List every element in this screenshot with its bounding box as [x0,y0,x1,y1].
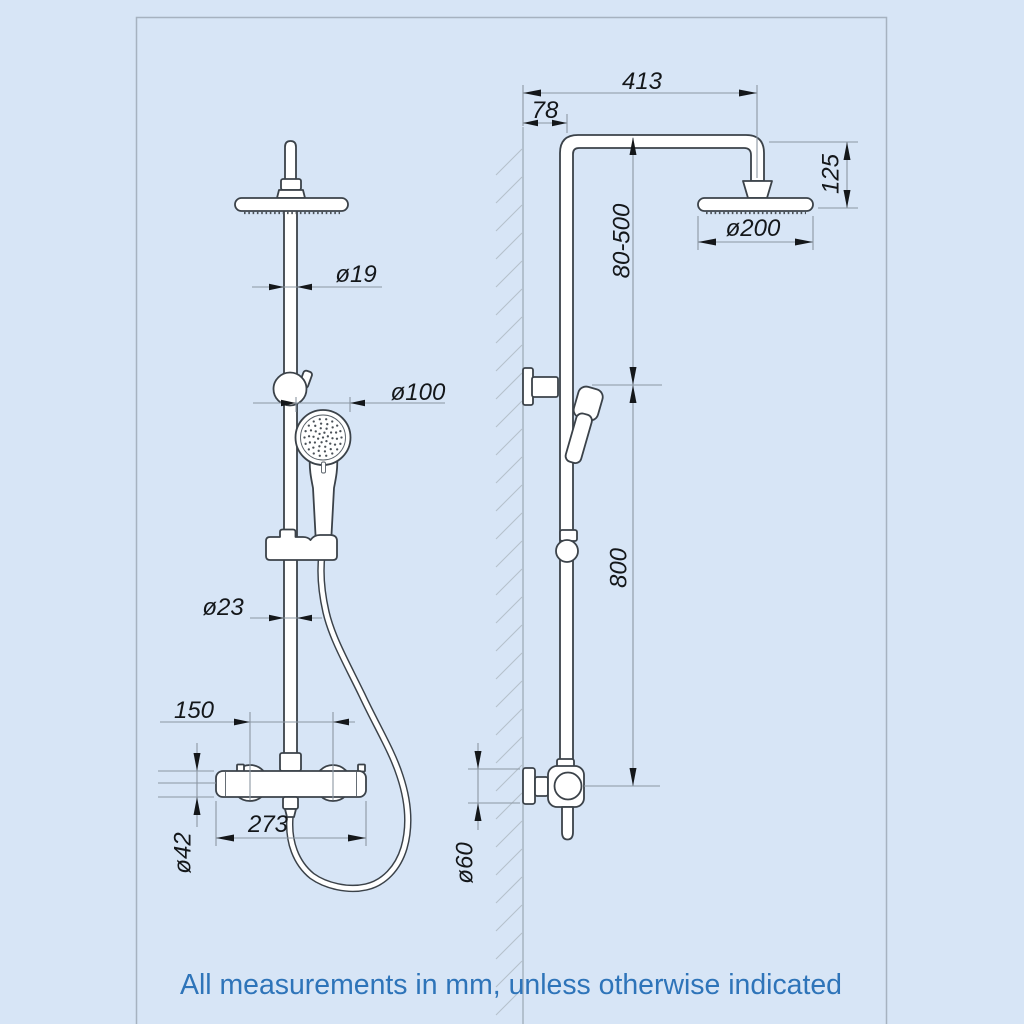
handset-nozzle-dot [340,436,342,438]
bracket-arm [532,377,558,397]
head-disc-side [698,198,813,211]
valve-wall-connector [535,777,548,796]
hatch-line [496,849,522,875]
dim-label-125: 125 [817,153,845,195]
handset-nozzle-dot [309,441,311,443]
dim-label-80-500: 80-500 [608,203,636,279]
hatch-line [496,541,522,567]
dim-riser-diameter [252,261,382,290]
valve-outlet [283,797,298,809]
handset-nozzle-dot [339,430,341,432]
dim-label-dia60: ø60 [451,842,479,884]
hatch-line [496,597,522,623]
handset-nozzle-dot [326,423,328,425]
handset-nozzle-dot [325,440,327,442]
wall-section [496,127,523,1024]
hatch-line [496,289,522,315]
handset-nozzle-dot [308,448,310,450]
handset-nozzle-dot [322,436,324,438]
hatch-line [496,373,522,399]
hatch-line [496,233,522,259]
handset-nozzle-dot [314,441,316,443]
handset-nozzle-dot [331,452,333,454]
handset-nozzle-dot [308,424,310,426]
handset-nozzle-dot [325,428,327,430]
handset-nozzle-dot [327,435,329,437]
hatch-line [496,821,522,847]
dim-rail-diameter [202,594,322,621]
hatch-line [496,905,522,931]
valve-body-bar [216,771,366,797]
handset-nozzle-dot [320,422,322,424]
hatch-line [496,429,522,455]
drawing-frame [137,18,887,1024]
rain-head-front [235,141,348,213]
handset-nozzle-dot [331,420,333,422]
handset-nozzle-dot [312,436,314,438]
dim-head-height-adjust [592,137,662,385]
handset-nozzle-dot [324,446,326,448]
handset-nozzle-dot [317,438,319,440]
handset-nozzle-dot [330,448,332,450]
handset-nozzle-dot [325,418,327,420]
hatch-line [496,681,522,707]
handset-nozzle-dot [318,445,320,447]
hatch-line [496,401,522,427]
handset-nozzle-dot [319,455,321,457]
handset-nozzle-dot [313,452,315,454]
handset-nozzle-dot [335,431,337,433]
handset-nozzle-dot [318,433,320,435]
front-elevation [216,141,408,888]
riser-rail-front [284,205,297,756]
head-cone [277,190,305,198]
handset-nozzle-dot [313,420,315,422]
handset-nozzle-dot [336,438,338,440]
head-collar [281,179,301,190]
dim-wall-plate-diameter [452,743,521,884]
handset-nozzle-dot [334,444,336,446]
slider-knob-side [556,540,578,562]
dim-valve-body-diameter [158,743,216,874]
dim-label-dia42: ø42 [169,832,197,874]
handset-nozzle-dot [312,446,314,448]
hatch-line [496,709,522,735]
hatch-line [496,877,522,903]
measurement-note: All measurements in mm, unless otherwise indicated [180,969,842,1001]
handset-nozzle-dot [325,455,327,457]
hatch-line [496,345,522,371]
dim-label-273: 273 [247,811,289,838]
hatch-line [496,737,522,763]
dim-label-dia23: ø23 [202,594,244,621]
valve-outlet-stub-side [562,807,573,840]
bracket-disc [274,373,307,406]
handset-nozzle-dot [331,426,333,428]
handset-nozzle-dot [324,450,326,452]
handset-nozzle-dot [320,441,322,443]
hatch-line [496,205,522,231]
handset-nozzle-dot [320,427,322,429]
dim-label-78: 78 [531,97,559,124]
handset-nozzle-dot [303,436,305,438]
handset-nozzle-dot [336,424,338,426]
valve-wall-plate [523,768,535,804]
handset-nozzle-dot [331,437,333,439]
dim-label-dia100: ø100 [390,379,446,406]
handset-nozzle-dot [336,448,338,450]
handset-nozzle-dot [329,442,331,444]
handset-nozzle-dot [330,431,332,433]
dim-label-dia200: ø200 [725,215,781,242]
head-stem [285,141,296,181]
hatch-line [496,933,522,959]
wall-bracket-side [523,368,558,405]
handset-button [322,462,326,473]
hatch-line [496,261,522,287]
hatch-line [496,485,522,511]
hatch-line [496,149,522,175]
slider-clamp-side [556,530,578,562]
handset-nozzle-dot [318,450,320,452]
wall-bracket-diverter [274,370,313,406]
valve-knob-side [555,773,582,800]
head-disc-front [235,198,348,211]
handset-front [296,410,351,554]
dim-label-dia19: ø19 [335,261,377,288]
dim-label-800: 800 [605,547,633,589]
handset-nozzle-dot [308,435,310,437]
handset-nozzle-dot [310,429,312,431]
handset-nozzle-dot [319,418,321,420]
handset-nozzle-dot [304,430,306,432]
hatch-line [496,317,522,343]
hatch-line [496,793,522,819]
handset-nozzle-dot [314,425,316,427]
handset-nozzle-dot [304,443,306,445]
riser-connector [280,753,301,771]
hatch-line [496,177,522,203]
dim-label-150: 150 [173,697,215,724]
hatch-line [496,569,522,595]
dim-rail-length [584,385,660,786]
thermostatic-valve-front [216,753,366,817]
hatch-line [496,625,522,651]
handset-nozzle-dot [315,430,317,432]
valve-side [523,759,584,840]
handset-nozzle-dot [339,443,341,445]
handset-nozzle-dot [323,432,325,434]
hatch-line [496,653,522,679]
dim-wall-offset [523,97,567,133]
head-nut-side [743,181,772,198]
wall-hatching [496,149,522,1015]
dim-label-413: 413 [621,68,663,95]
dim-head-diameter [698,215,813,250]
hatch-line [496,513,522,539]
hatch-line [496,457,522,483]
